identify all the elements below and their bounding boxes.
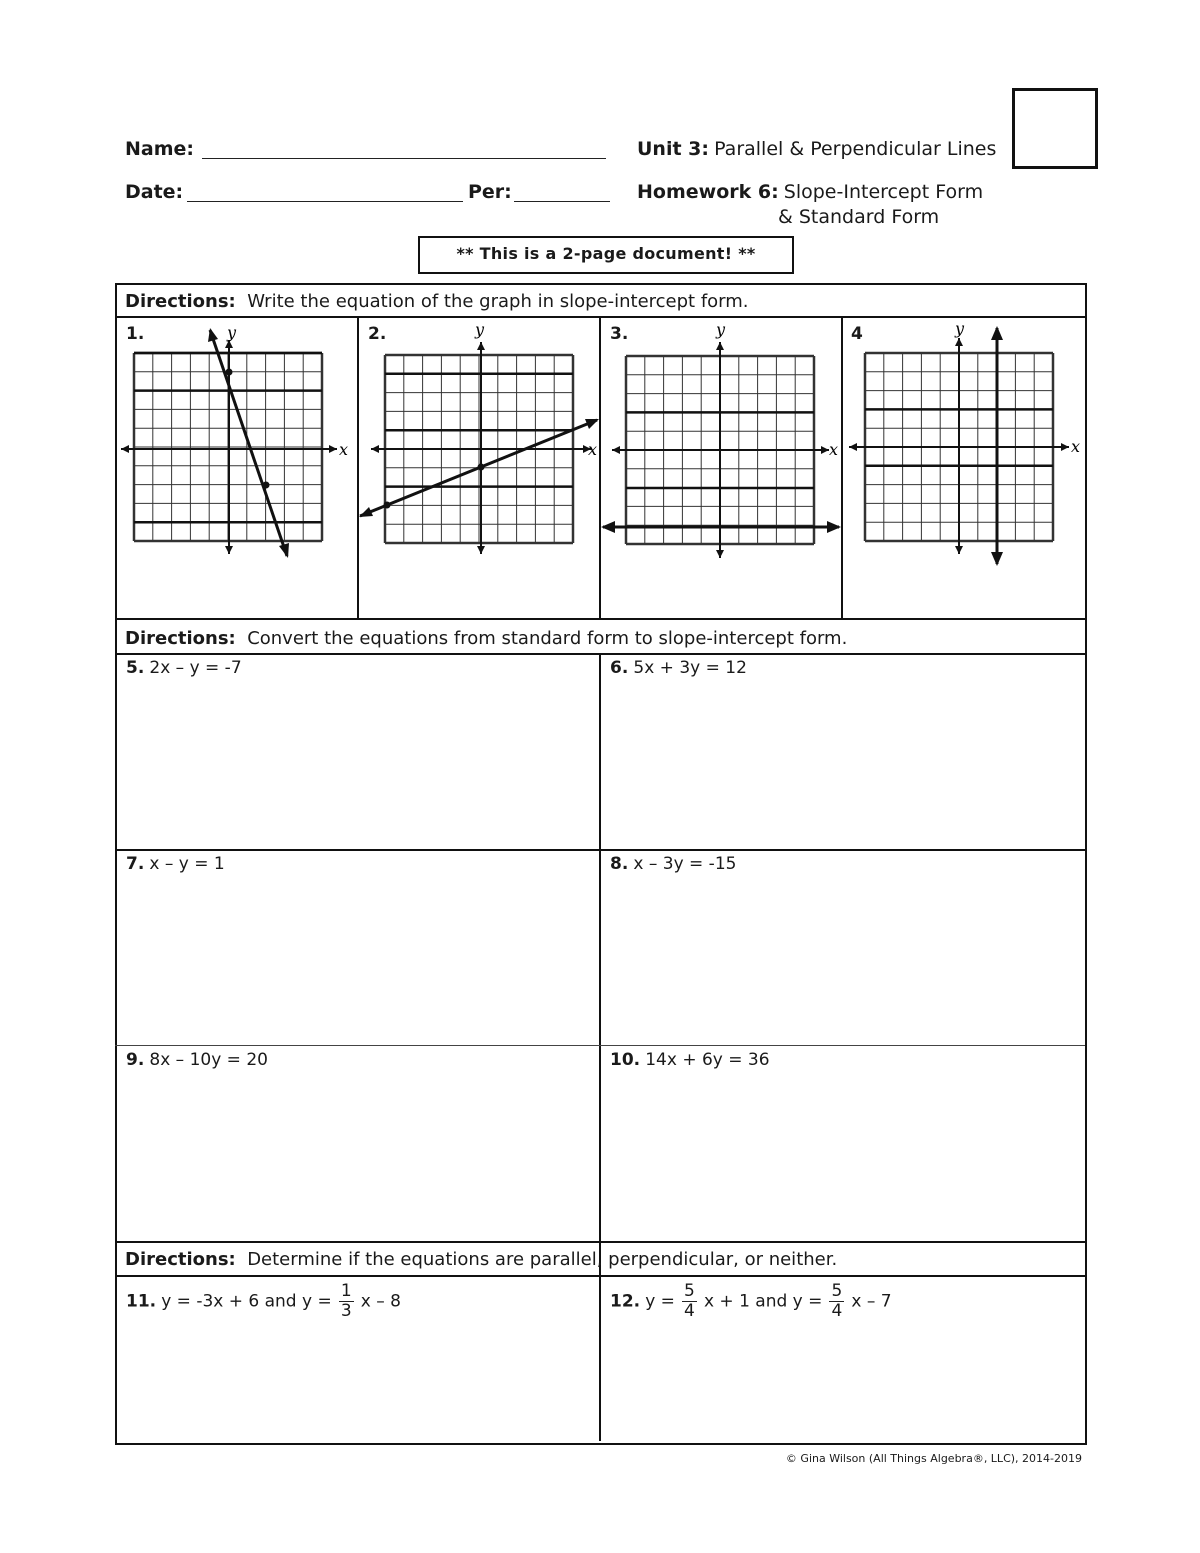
- graph-4-x-label: x: [1071, 437, 1081, 456]
- per-label: Per:: [468, 181, 512, 203]
- problem-5: [126, 658, 242, 678]
- problem-11: [126, 1282, 401, 1321]
- problem-11-fraction: [339, 1282, 354, 1321]
- problem-12-frac2-den: 4: [831, 1301, 843, 1321]
- problem-11-frac-num: 1: [340, 1281, 352, 1301]
- homework-title-line1: Slope-Intercept Form: [783, 181, 984, 203]
- problem-12-fraction-2: [829, 1282, 844, 1321]
- problem-5-number: 5.: [126, 658, 145, 678]
- graph-2-x-label: x: [588, 440, 598, 459]
- problem-12-number: 12.: [610, 1291, 641, 1312]
- graph-2-y-label: y: [475, 320, 485, 339]
- graph-1-x-label: x: [339, 440, 349, 459]
- problem-12-fraction-1: [682, 1282, 697, 1321]
- unit-title: Parallel & Perpendicular Lines: [714, 138, 997, 160]
- graph-3-x-label: x: [829, 440, 839, 459]
- date-label: Date:: [125, 181, 184, 203]
- graph-2-number: 2.: [368, 324, 387, 344]
- homework-label: Homework 6:: [637, 181, 779, 203]
- directions-2-label: Directions:: [125, 628, 236, 649]
- problem-11-frac-den: 3: [340, 1301, 352, 1321]
- problem-9-number: 9.: [126, 1050, 145, 1070]
- graph-3-number: 3.: [610, 324, 629, 344]
- graph-3-y-label: y: [716, 320, 726, 339]
- unit-heading: [637, 138, 996, 160]
- directions-3-label: Directions:: [125, 1249, 236, 1270]
- directions-3: [125, 1249, 837, 1270]
- period-field[interactable]: [514, 201, 610, 202]
- graph-1-y-label: y: [227, 323, 237, 342]
- problem-12: [610, 1282, 892, 1321]
- problem-10: [610, 1050, 770, 1070]
- score-box: [1012, 88, 1098, 169]
- directions-3-text: Determine if the equations are parallel, perpendicular, or neither.: [247, 1249, 838, 1270]
- graph-4-y-label: y: [955, 319, 965, 338]
- unit-label: Unit 3:: [637, 138, 709, 160]
- name-label: Name:: [125, 138, 195, 160]
- problem-10-equation: 14x + 6y = 36: [645, 1050, 770, 1070]
- graph-2: [357, 318, 599, 616]
- graph-1-number: 1.: [126, 324, 145, 344]
- directions-2: [125, 628, 847, 649]
- directions-1: [125, 291, 749, 312]
- problem-8: [610, 854, 736, 874]
- name-field[interactable]: [202, 158, 606, 159]
- problem-9: [126, 1050, 268, 1070]
- problem-9-equation: 8x – 10y = 20: [149, 1050, 268, 1070]
- problem-8-equation: x – 3y = -15: [633, 854, 737, 874]
- problem-12-part1: y =: [645, 1291, 675, 1312]
- directions-1-text: Write the equation of the graph in slope-intercept form.: [247, 291, 749, 312]
- problem-11-number: 11.: [126, 1291, 157, 1312]
- graph-1: [115, 318, 357, 616]
- problem-6-number: 6.: [610, 658, 629, 678]
- date-field[interactable]: [187, 201, 463, 202]
- graph-3: [599, 318, 841, 616]
- problem-11-part1: y = -3x + 6 and y =: [161, 1291, 332, 1312]
- problem-6: [610, 658, 747, 678]
- graph-4-number: 4: [851, 324, 863, 344]
- problem-12-part2: x + 1 and y =: [703, 1291, 823, 1312]
- problem-12-frac2-num: 5: [831, 1281, 843, 1301]
- problem-11-part2: x – 8: [360, 1291, 401, 1312]
- problem-7-equation: x – y = 1: [149, 854, 225, 874]
- graph-4: [841, 318, 1085, 616]
- problem-12-frac1-num: 5: [684, 1281, 695, 1301]
- homework-title-line2: & Standard Form: [778, 206, 940, 228]
- directions-1-label: Directions:: [125, 291, 236, 312]
- problem-8-number: 8.: [610, 854, 629, 874]
- problem-12-part3: x – 7: [851, 1291, 892, 1312]
- problem-7-number: 7.: [126, 854, 145, 874]
- problem-12-frac1-den: 4: [684, 1301, 695, 1321]
- homework-heading: [637, 181, 983, 203]
- problem-10-number: 10.: [610, 1050, 641, 1070]
- copyright-footer: © Gina Wilson (All Things Algebra®, LLC), 2014-2019: [785, 1452, 1082, 1465]
- two-page-banner: ** This is a 2-page document! **: [418, 236, 794, 274]
- directions-2-text: Convert the equations from standard form to slope-intercept form.: [247, 628, 848, 649]
- problem-5-equation: 2x – y = -7: [149, 658, 242, 678]
- problem-6-equation: 5x + 3y = 12: [633, 658, 747, 678]
- problem-7: [126, 854, 225, 874]
